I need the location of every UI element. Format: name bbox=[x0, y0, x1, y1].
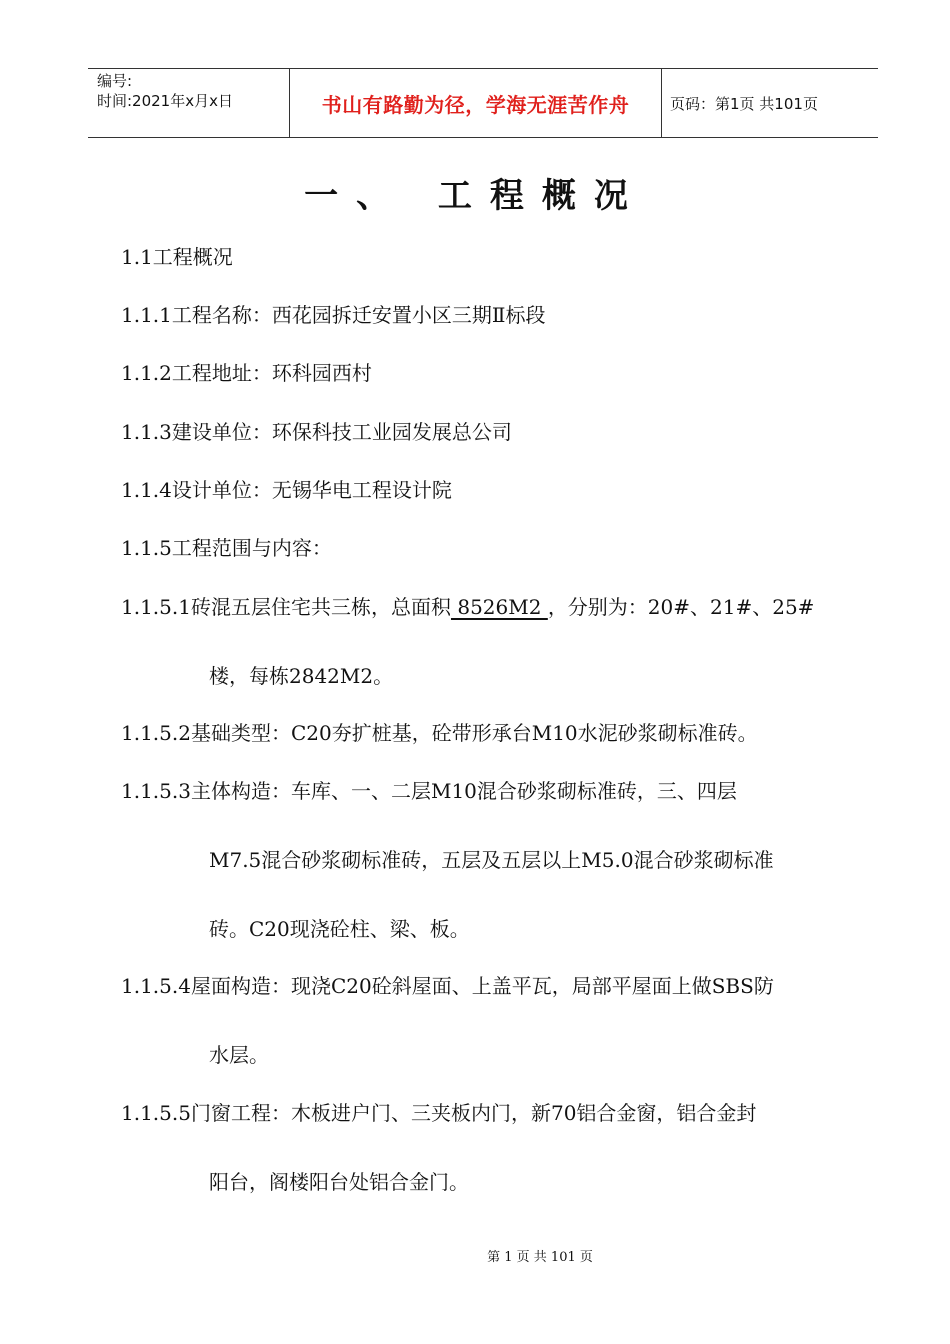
scope-item-5-cont: 阳台，阁楼阳台处铝合金门。 bbox=[209, 1170, 469, 1194]
scope-item-3: 1.1.5.3主体构造：车库、一、二层M10混合砂浆砌标准砖，三、四层 bbox=[121, 779, 737, 803]
header-page-info: 页码：第1页 共101页 bbox=[670, 94, 818, 113]
project-name: 1.1.1工程名称：西花园拆迁安置小区三期Ⅱ标段 bbox=[121, 303, 546, 327]
scope-item-1-text: 1.1.5.1砖混五层住宅共三栋，总面积 bbox=[121, 595, 451, 619]
section-heading: 1.1工程概况 bbox=[121, 245, 233, 269]
scope-item-3-cont-1: M7.5混合砂浆砌标准砖，五层及五层以上M5.0混合砂浆砌标准 bbox=[209, 848, 774, 872]
scope-item-2: 1.1.5.2基础类型：C20夯扩桩基，砼带形承台M10水泥砂浆砌标准砖。 bbox=[121, 721, 758, 745]
construction-unit: 1.1.3建设单位：环保科技工业园发展总公司 bbox=[121, 420, 512, 444]
scope-item-1 bbox=[121, 593, 814, 621]
serial-label: 编号: bbox=[97, 72, 133, 90]
header-motto: 书山有路勤为径，学海无涯苦作舟 bbox=[289, 69, 662, 137]
page-footer: 第 1 页 共 101 页 bbox=[487, 1250, 593, 1265]
project-address: 1.1.2工程地址：环科园西村 bbox=[121, 361, 372, 385]
document-title: 一、 工程概况 bbox=[304, 176, 646, 216]
page-header bbox=[88, 68, 878, 138]
scope-item-1-cont: 楼，每栋2842M2。 bbox=[209, 664, 394, 688]
scope-item-1-buildings: ，分别为：20#、21#、25# bbox=[547, 595, 815, 619]
scope-item-3-cont-2: 砖。C20现浇砼柱、梁、板。 bbox=[209, 917, 470, 941]
scope-item-5: 1.1.5.5门窗工程：木板进户门、三夹板内门，新70铝合金窗，铝合金封 bbox=[121, 1101, 757, 1125]
scope-item-4: 1.1.5.4屋面构造：现浇C20砼斜屋面、上盖平瓦，局部平屋面上做SBS防 bbox=[121, 974, 774, 998]
design-unit: 1.1.4设计单位：无锡华电工程设计院 bbox=[121, 478, 452, 502]
header-meta bbox=[88, 69, 289, 137]
scope-heading: 1.1.5工程范围与内容： bbox=[121, 536, 332, 560]
total-area: 8526M2 bbox=[450, 595, 548, 619]
time-label: 时间:2021年x月x日 bbox=[97, 92, 233, 110]
scope-item-4-cont: 水层。 bbox=[209, 1043, 269, 1067]
